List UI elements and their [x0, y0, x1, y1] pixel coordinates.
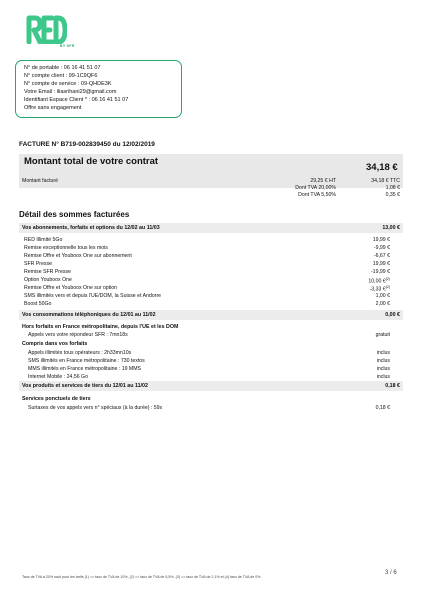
line-item: Appels illimités tous opérateurs : 2h33mn10s	[28, 350, 132, 356]
line-item: RED Illimité 5Go	[24, 237, 63, 243]
red-logo	[25, 12, 67, 44]
amount-value: -3,33 €	[369, 286, 386, 293]
line-amount: gratuit	[375, 332, 390, 338]
line-item: Option Youboox One	[24, 277, 72, 283]
client-identifier: Identifiant Espace Client * : 06 16 41 51 07	[24, 97, 129, 103]
third-party-label: Vos produits et services de tiers du 12/01 au 11/02	[22, 383, 148, 389]
amount-ht: 29,25 € HT	[310, 178, 336, 184]
line-amount: inclus	[376, 366, 390, 372]
tva1-label: Dont TVA 20,00%	[295, 185, 336, 191]
line-amount	[330, 277, 390, 285]
line-item: SMS illimités vers et depuis l'UE/DOM, la Suisse et Andorre	[24, 293, 162, 299]
line-amount: -19,99 €	[370, 269, 390, 275]
line-item: Boost 50Go	[24, 301, 52, 307]
line-item: Remise Offre et Youboox One sur option	[24, 285, 118, 291]
client-email: Votre Email : iliasrihani29@gmail.com	[24, 89, 117, 95]
line-item: Remise Offre et Youboox One sur abonnement	[24, 253, 132, 259]
client-info-box	[15, 60, 182, 118]
consumption-label: Vos consommations téléphoniques du 12/01 au 11/02	[22, 312, 156, 318]
tva2-value: 0,35 €	[385, 192, 400, 198]
montant-label: Montant facturé	[22, 178, 59, 184]
subscriptions-label: Vos abonnements, forfaits et options du 12/02 au 11/03	[22, 225, 160, 231]
line-amount: 0,18 €	[375, 405, 390, 411]
ponctuels-label: Services ponctuels de tiers	[22, 396, 91, 402]
line-item: SMS illimités en France métropolitaine : 730 textos	[28, 358, 145, 364]
page-number: 3 / 6	[385, 570, 397, 576]
third-party-total: 0,18 €	[385, 383, 400, 389]
line-item: MMS illimités en France métropolitaine : 19 MMS	[28, 366, 142, 372]
offer-type: Offre sans engagement	[24, 105, 82, 111]
line-amount: inclus	[376, 374, 390, 380]
line-amount: 2,00 €	[375, 301, 390, 307]
line-item: SFR Presse	[24, 261, 52, 267]
line-item: Surtaxes de vos appels vers n° spéciaux (à la durée) : 59s	[28, 405, 163, 411]
total-title: Montant total de votre contrat	[24, 156, 159, 167]
subscriptions-total: 13,00 €	[382, 225, 400, 231]
line-item: Remise exceptionnelle tous les mois	[24, 245, 108, 251]
phone-number: N° de portable : 06 16 41 51 07	[24, 65, 101, 71]
line-item: Remise SFR Presse	[24, 269, 71, 275]
line-amount	[330, 285, 390, 293]
line-item: Internet Mobile : 24,56 Go	[28, 374, 88, 380]
detail-title: Détail des sommes facturées	[19, 210, 130, 219]
tva2-label: Dont TVA 5,50%	[298, 192, 336, 198]
line-item: Appels vers votre répondeur SFR : 7mn18s	[28, 332, 128, 338]
amount-value: 10,00 €	[368, 278, 386, 285]
amount-ttc: 34,18 € TTC	[371, 178, 400, 184]
line-amount: 19,99 €	[372, 237, 390, 243]
service-account: N° compte de service : 09-QHDE3K	[24, 81, 112, 87]
footnote-ref: (2)	[385, 285, 390, 289]
footnote-ref: (2)	[385, 277, 390, 281]
line-amount: 19,99 €	[372, 261, 390, 267]
consumption-total: 0,00 €	[385, 312, 400, 318]
hors-forfait-label: Hors forfaits en France métropolitaine, depuis l'UE et les DOM	[22, 324, 179, 330]
client-account: N° compte client : 99-1C9QF6	[24, 73, 98, 79]
tva-footnote: Taux de TVA à 20% sauf pour les tarifs (1) => taux de TVA de 10%, (2) => taux de TVA de 5,5%, (3) => taux de TVA de 2,1% et (4) taux de TVA de 0%	[22, 575, 261, 579]
tva1-value: 1,08 €	[385, 185, 400, 191]
compris-label: Compris dans vos forfaits	[22, 341, 88, 347]
line-amount: inclus	[376, 350, 390, 356]
line-amount: -9,99 €	[373, 245, 390, 251]
invoice-title: FACTURE N° B719-002839450 du 12/02/2019	[19, 141, 155, 148]
total-amount: 34,18 €	[366, 162, 398, 173]
logo-subtitle: BY SFR	[60, 44, 75, 48]
line-amount: -6,67 €	[373, 253, 390, 259]
line-amount: 1,00 €	[375, 293, 390, 299]
line-amount: inclus	[376, 358, 390, 364]
